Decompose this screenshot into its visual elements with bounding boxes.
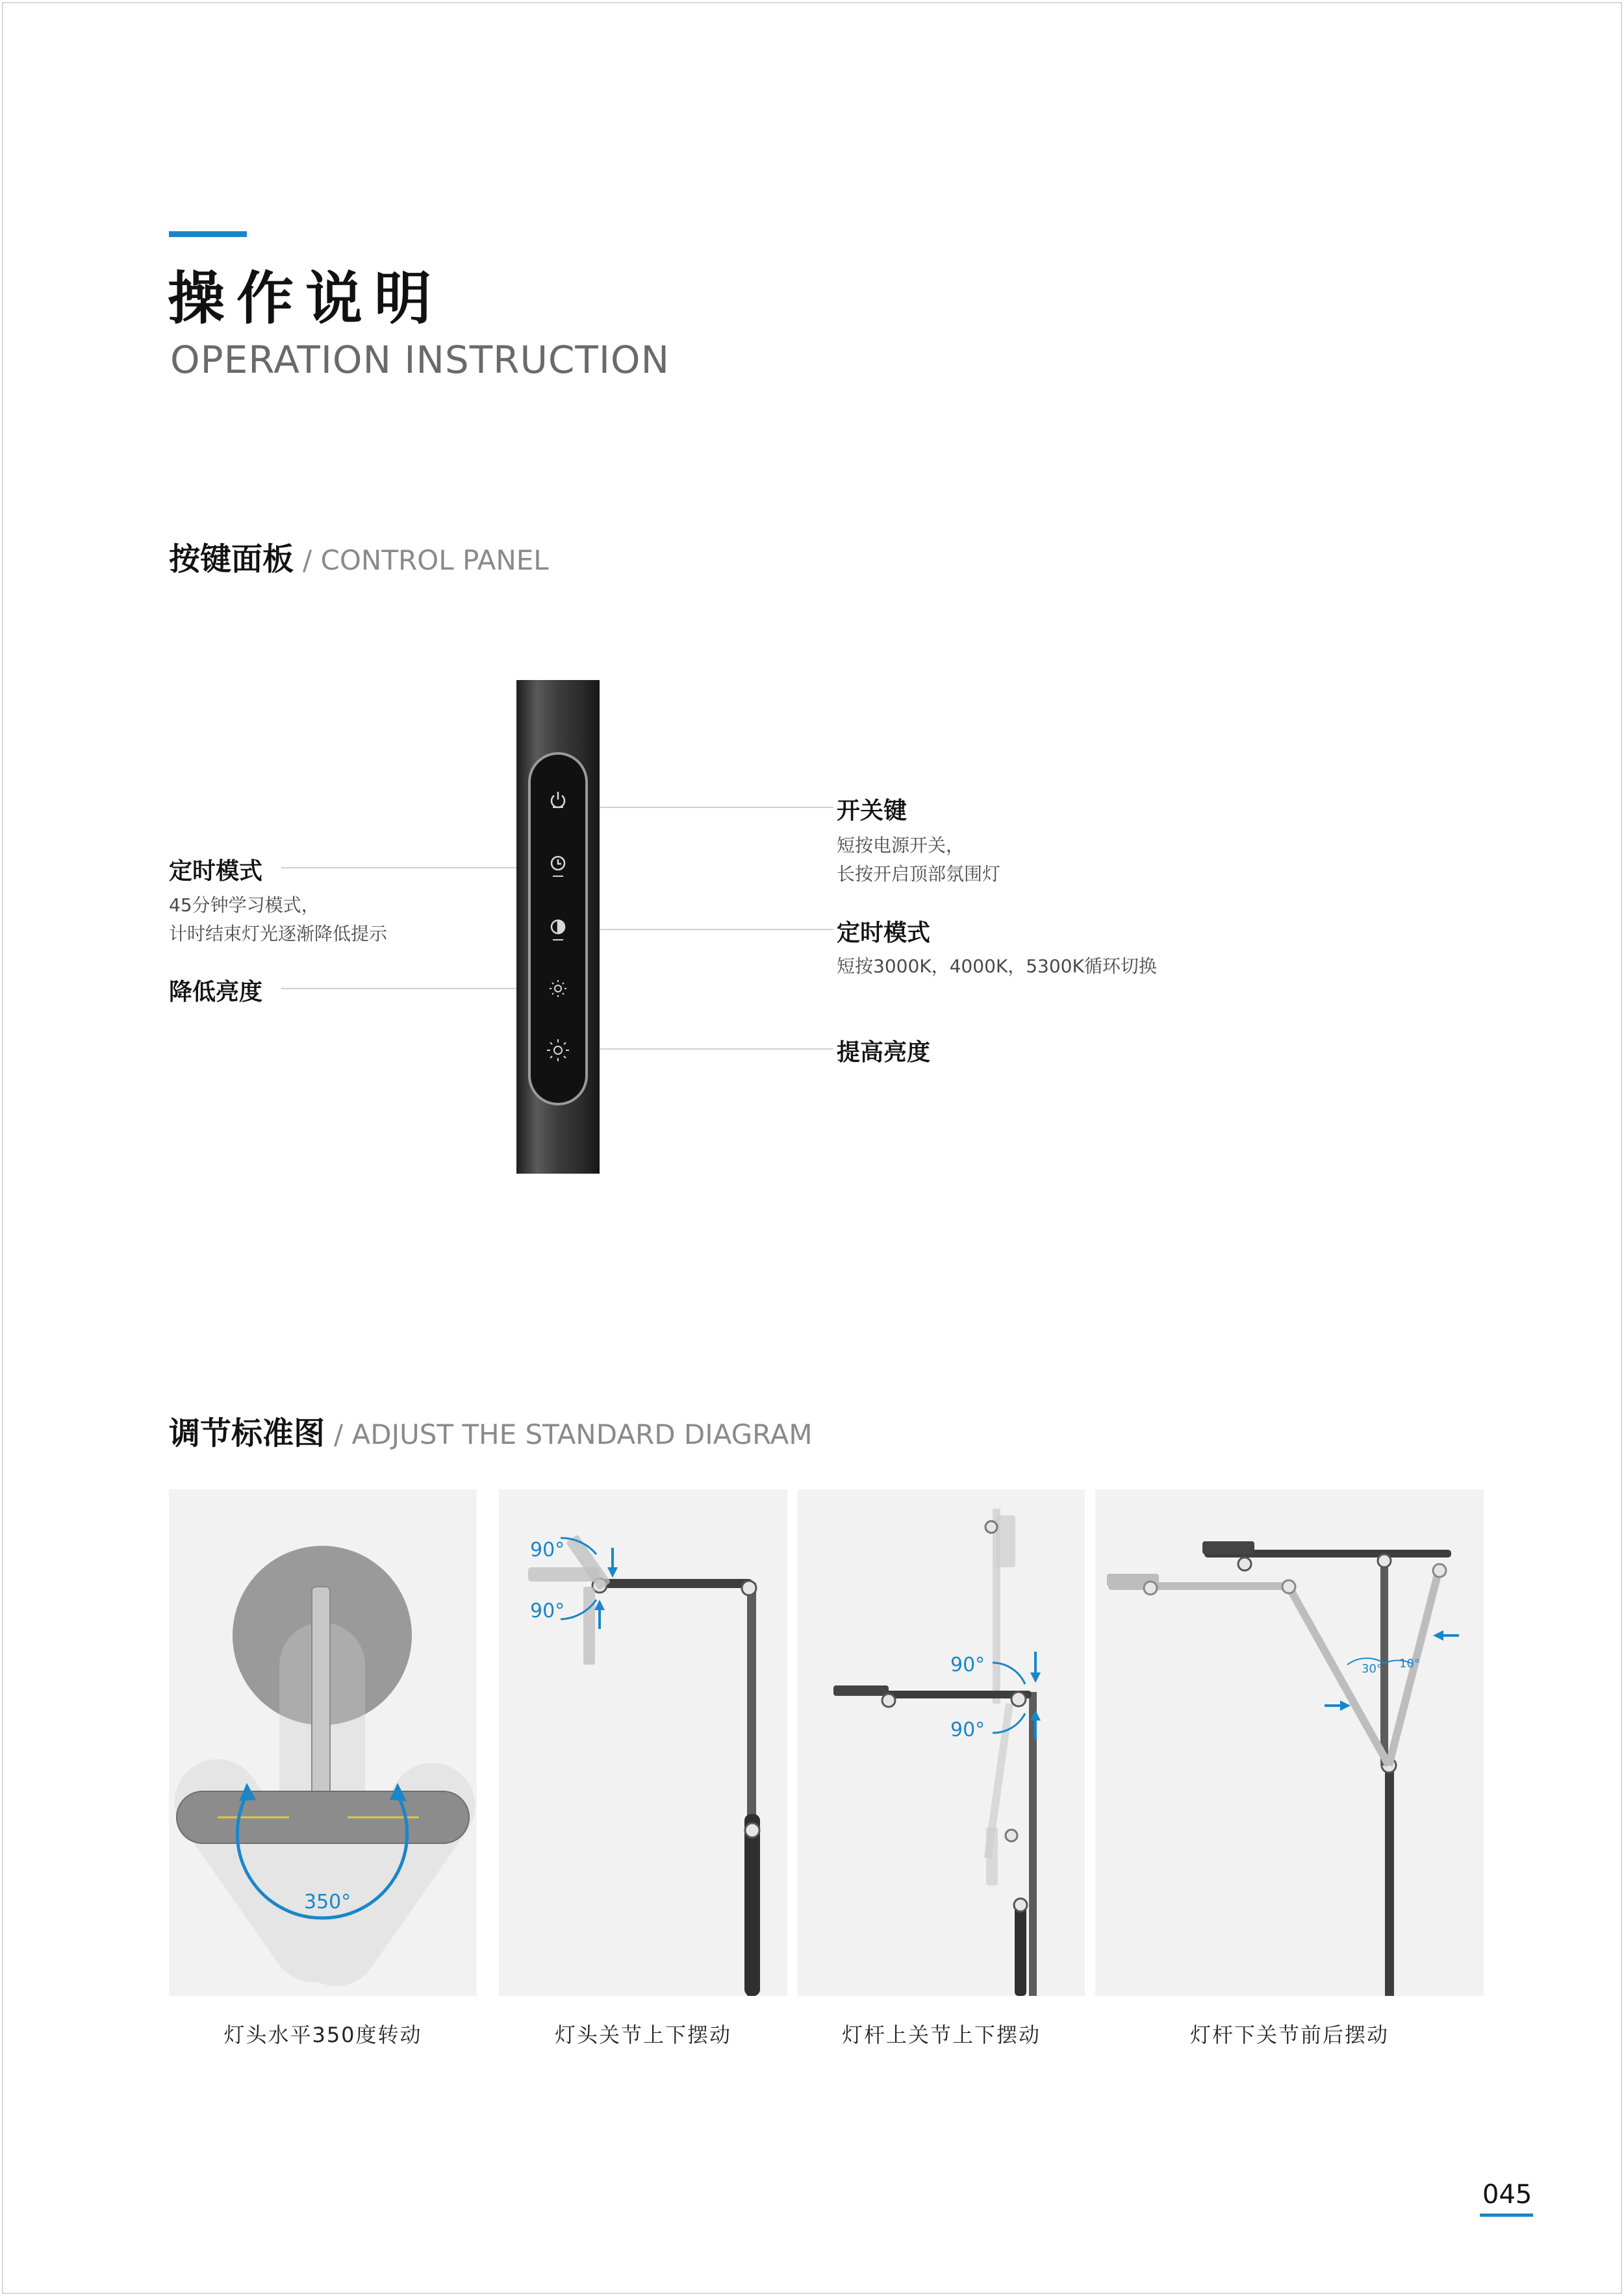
angle-label: 350° <box>304 1891 351 1913</box>
caption-head-rotation: 灯头水平350度转动 <box>223 2023 422 2047</box>
label-timer-mode-desc <box>169 891 387 948</box>
label-color-mode-title: 定时模式 <box>837 920 931 946</box>
angle-label: 90° <box>950 1654 985 1676</box>
caption-lower-joint: 灯杆下关节前后摆动 <box>1189 2023 1389 2047</box>
control-panel-heading-en: / CONTROL PANEL <box>303 544 549 576</box>
label-brightness-down-title: 降低亮度 <box>169 979 263 1005</box>
angle-label: 10° <box>1399 1657 1420 1671</box>
adjust-diagram-heading <box>169 1408 813 1453</box>
desc-line: 长按开启顶部氛围灯 <box>837 863 1001 885</box>
label-color-mode-desc <box>837 952 1157 981</box>
label-timer-mode-title: 定时模式 <box>169 858 263 885</box>
label-brightness-up-title: 提高亮度 <box>837 1039 931 1066</box>
desc-line: 短按3000K，4000K，5300K循环切换 <box>837 955 1157 977</box>
page-subtitle: OPERATION INSTRUCTION <box>170 338 670 382</box>
adjust-heading-cn: 调节标准图 <box>169 1415 325 1452</box>
caption-upper-joint: 灯杆上关节上下摆动 <box>841 2023 1041 2047</box>
page-number-underline <box>1480 2214 1533 2217</box>
leader-line-right-2 <box>600 929 833 930</box>
diagram-panel-head-tilt <box>499 1489 787 1996</box>
leader-line-right-1 <box>600 807 833 808</box>
angle-label: 90° <box>950 1719 985 1741</box>
control-panel-heading <box>169 534 549 579</box>
head-tilt-illustration <box>499 1489 787 1996</box>
diagram-panel-upper-joint <box>798 1489 1085 1996</box>
label-power-desc <box>837 831 1000 889</box>
lower-joint-illustration <box>1095 1489 1484 1996</box>
head-rotation-illustration <box>169 1489 477 1996</box>
desc-line: 45分钟学习模式， <box>169 894 320 916</box>
page-title: 操作说明 <box>168 265 444 332</box>
control-panel-heading-cn: 按键面板 <box>169 541 294 577</box>
upper-joint-illustration <box>798 1489 1085 1996</box>
diagram-panel-lower-joint <box>1095 1489 1484 1996</box>
title-accent-bar <box>169 231 247 237</box>
page-number: 045 <box>1482 2180 1532 2210</box>
diagram-panel-head-rotation <box>169 1489 477 1996</box>
angle-label: 90° <box>530 1539 565 1561</box>
leader-line-right-3 <box>600 1048 833 1050</box>
label-power-title: 开关键 <box>837 798 907 824</box>
leader-line-left-1 <box>281 867 516 868</box>
adjust-heading-en: / ADJUST THE STANDARD DIAGRAM <box>334 1419 813 1450</box>
caption-head-tilt: 灯头关节上下摆动 <box>554 2023 731 2047</box>
lamp-pole-control-panel <box>516 680 600 1174</box>
angle-label: 90° <box>530 1600 565 1622</box>
desc-line: 计时结束灯光逐渐降低提示 <box>169 923 388 944</box>
desc-line: 短按电源开关， <box>837 835 965 856</box>
angle-label: 30° <box>1362 1662 1382 1676</box>
leader-line-left-2 <box>281 988 516 989</box>
